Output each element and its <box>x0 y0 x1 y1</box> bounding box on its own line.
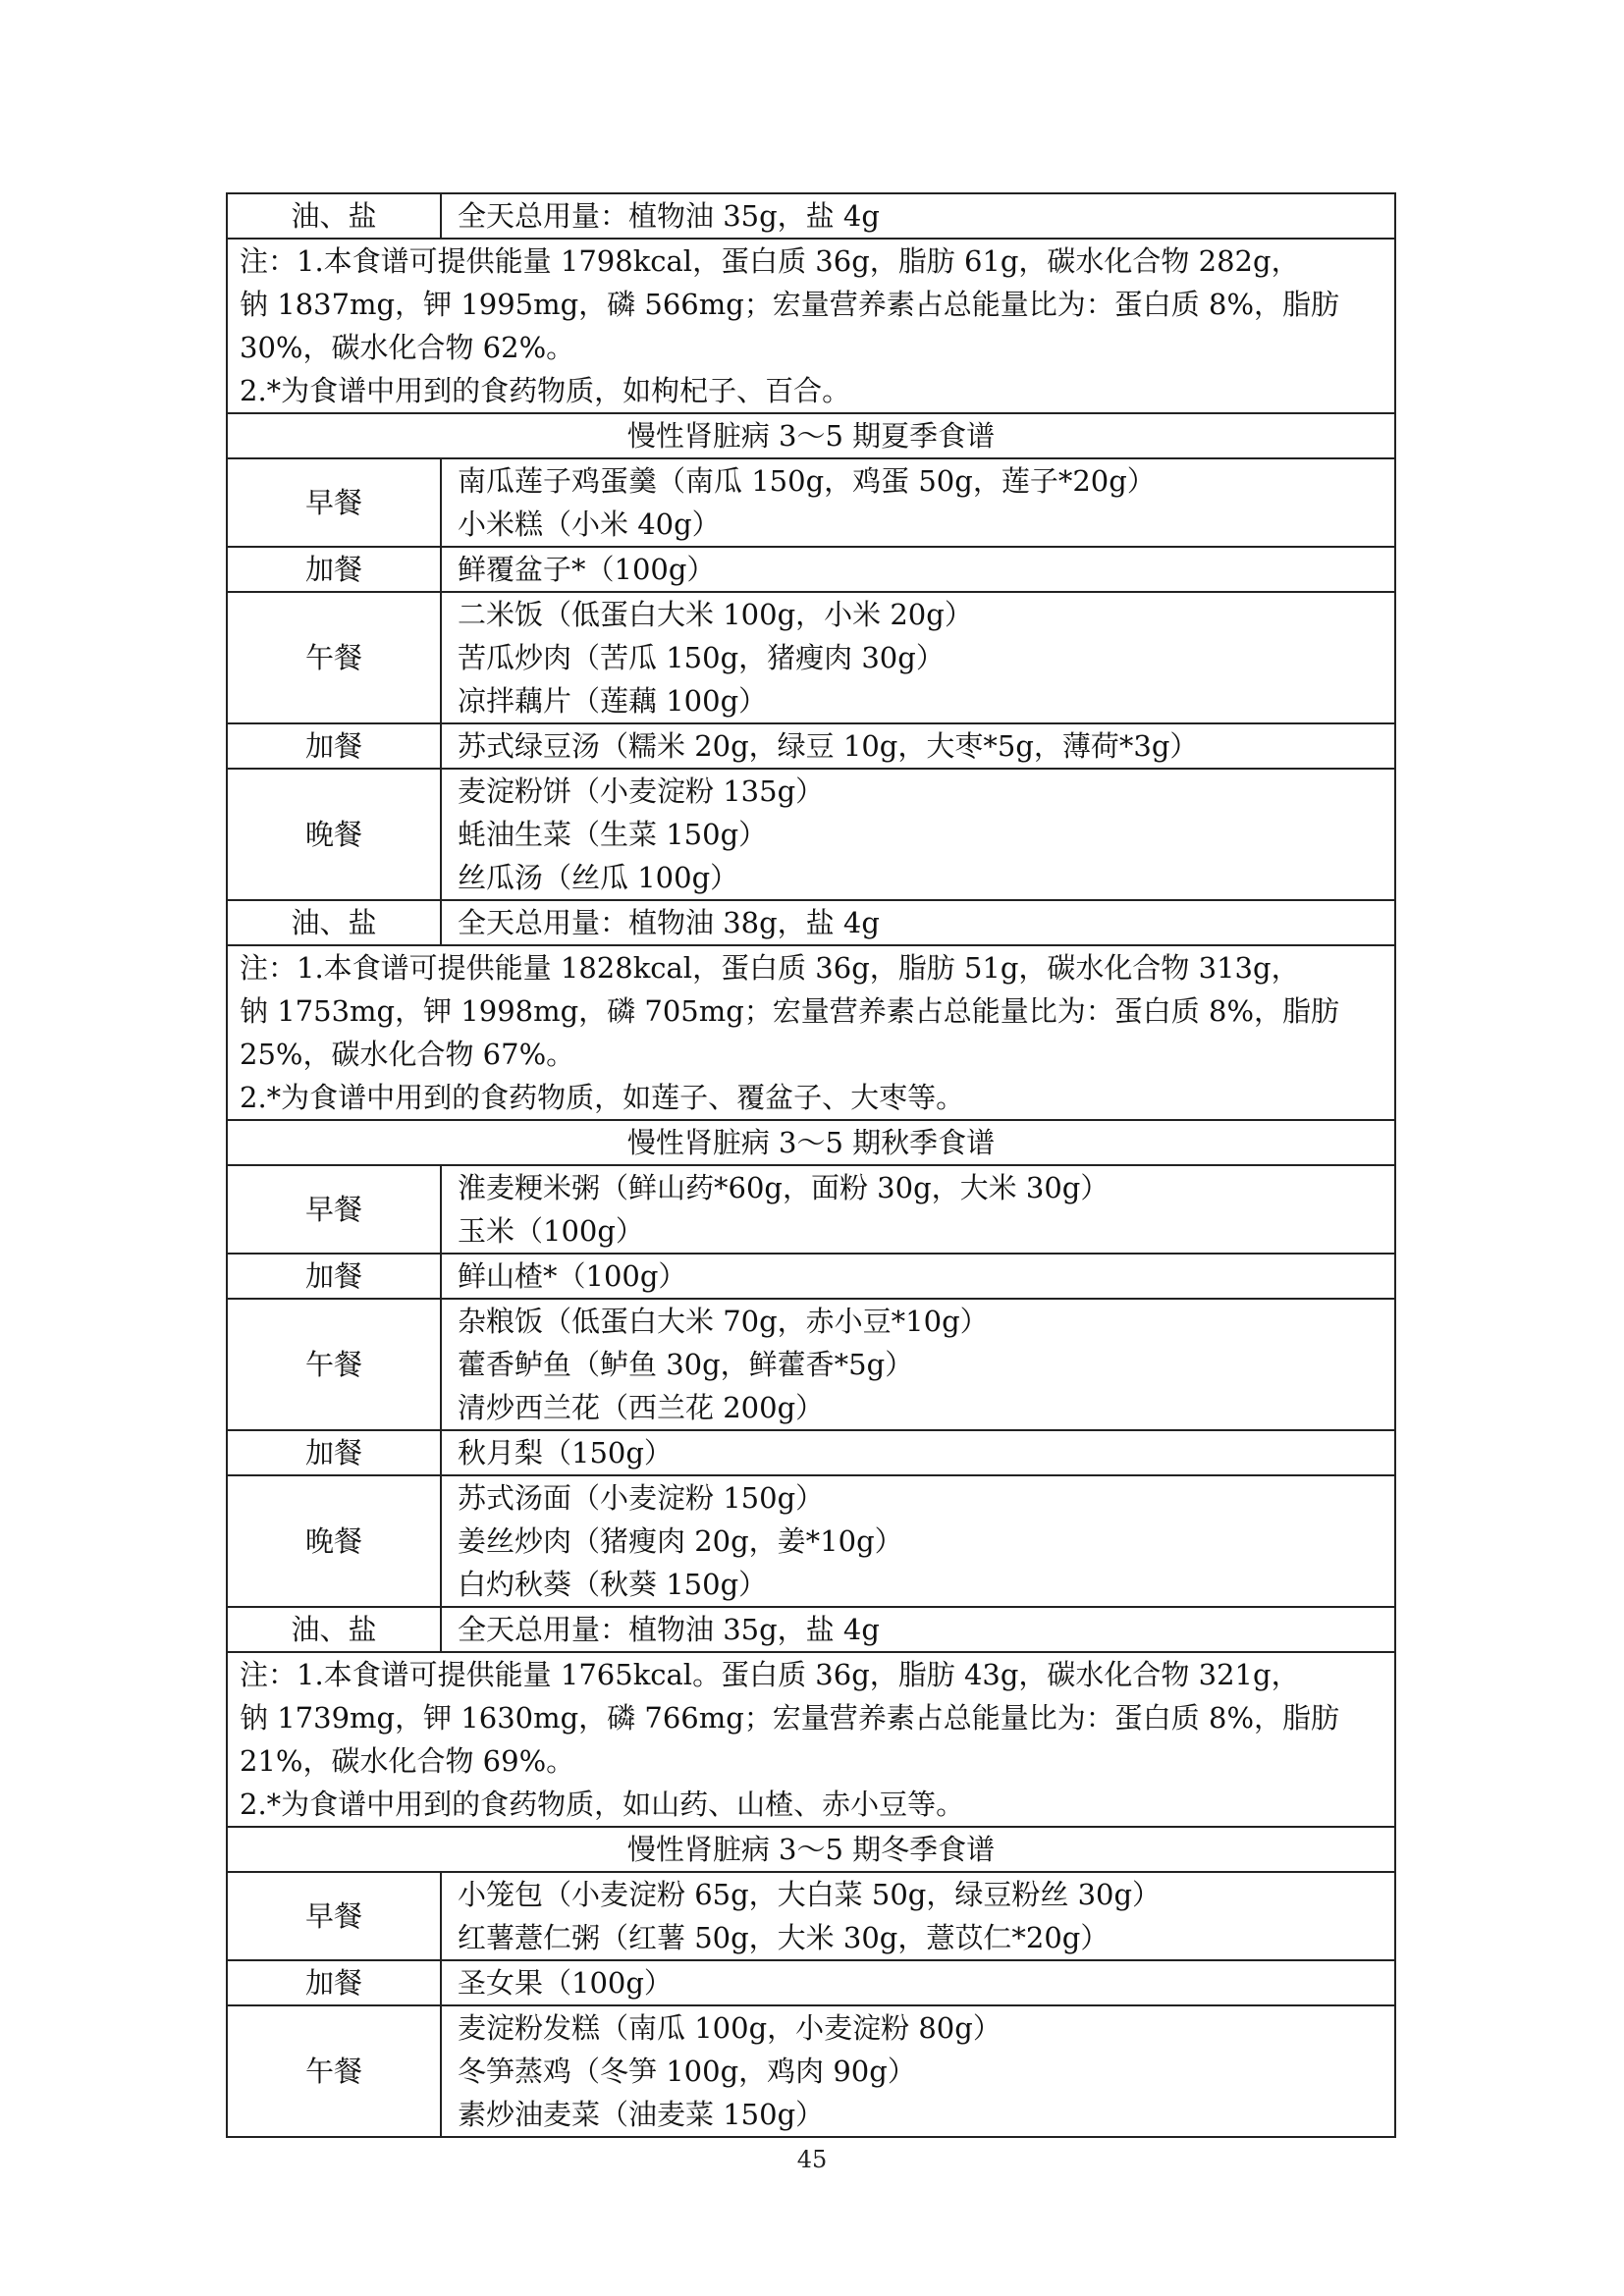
section-title: 慢性肾脏病 3～5 期夏季食谱 <box>227 413 1395 458</box>
meal-label: 加餐 <box>227 723 441 769</box>
meal-item: 南瓜莲子鸡蛋羹（南瓜 150g，鸡蛋 50g，莲子*20g） <box>458 464 1156 498</box>
note-line: 钠 1837mg，钾 1995mg，磷 566mg；宏量营养素占总能量比为：蛋白质 8%，脂肪 <box>240 288 1340 321</box>
meal-item: 全天总用量：植物油 38g，盐 4g <box>458 906 880 939</box>
note-line: 30%，碳水化合物 62%。 <box>240 331 575 364</box>
meal-item: 淮麦粳米粥（鲜山药*60g，面粉 30g，大米 30g） <box>458 1171 1110 1204</box>
meal-label: 晚餐 <box>227 769 441 900</box>
note-line: 钠 1753mg，钾 1998mg，磷 705mg；宏量营养素占总能量比为：蛋白质 8%，脂肪 <box>240 994 1340 1028</box>
meal-row <box>227 1165 1395 1254</box>
meal-row <box>227 900 1395 945</box>
meal-item: 红薯薏仁粥（红薯 50g，大米 30g，薏苡仁*20g） <box>458 1921 1110 1954</box>
meal-item: 苏式绿豆汤（糯米 20g，绿豆 10g，大枣*5g，薄荷*3g） <box>458 729 1199 763</box>
note-cell <box>227 1652 1395 1827</box>
meal-row <box>227 1254 1395 1299</box>
recipe-table <box>226 192 1396 2138</box>
meal-items <box>441 592 1395 723</box>
note-row <box>227 239 1395 413</box>
note-line: 钠 1739mg，钾 1630mg，磷 766mg；宏量营养素占总能量比为：蛋白质 8%，脂肪 <box>240 1701 1340 1735</box>
meal-row <box>227 1299 1395 1430</box>
meal-row <box>227 769 1395 900</box>
meal-label: 午餐 <box>227 1299 441 1430</box>
meal-item: 鲜山楂*（100g） <box>458 1259 687 1293</box>
meal-item: 二米饭（低蛋白大米 100g，小米 20g） <box>458 598 973 631</box>
meal-item: 苦瓜炒肉（苦瓜 150g，猪瘦肉 30g） <box>458 641 945 674</box>
meal-row <box>227 592 1395 723</box>
note-line: 注：1.本食谱可提供能量 1765kcal。蛋白质 36g，脂肪 43g，碳水化合物 321g， <box>240 1658 1300 1691</box>
meal-row <box>227 1607 1395 1652</box>
meal-items: 全天总用量：植物油 35g，盐 4g <box>441 193 1395 239</box>
meal-items <box>441 900 1395 945</box>
oil-salt-row <box>227 193 1395 239</box>
meal-label: 午餐 <box>227 2005 441 2137</box>
section-title: 慢性肾脏病 3～5 期秋季食谱 <box>227 1120 1395 1165</box>
section-title-row <box>227 1120 1395 1165</box>
meal-items <box>441 723 1395 769</box>
meal-label: 加餐 <box>227 1430 441 1475</box>
meal-items <box>441 2005 1395 2137</box>
meal-row <box>227 1430 1395 1475</box>
meal-items <box>441 1607 1395 1652</box>
meal-item: 全天总用量：植物油 35g，盐 4g <box>458 1613 880 1646</box>
meal-label: 早餐 <box>227 1165 441 1254</box>
meal-item: 麦淀粉发糕（南瓜 100g，小麦淀粉 80g） <box>458 2011 1001 2045</box>
meal-item: 藿香鲈鱼（鲈鱼 30g，鲜藿香*5g） <box>458 1348 914 1381</box>
meal-item: 姜丝炒肉（猪瘦肉 20g，姜*10g） <box>458 1524 903 1558</box>
meal-item: 麦淀粉饼（小麦淀粉 135g） <box>458 774 825 808</box>
note-cell <box>227 945 1395 1120</box>
meal-items <box>441 1254 1395 1299</box>
meal-items <box>441 1475 1395 1607</box>
section-title-row <box>227 413 1395 458</box>
meal-label: 午餐 <box>227 592 441 723</box>
meal-row <box>227 1960 1395 2005</box>
page-number: 45 <box>796 2146 828 2173</box>
note-line: 2.*为食谱中用到的食药物质，如枸杞子、百合。 <box>240 374 851 407</box>
note-line: 25%，碳水化合物 67%。 <box>240 1038 575 1071</box>
section-title-row <box>227 1827 1395 1872</box>
meal-label: 早餐 <box>227 1872 441 1960</box>
note-row <box>227 945 1395 1120</box>
meal-label: 油、盐 <box>227 900 441 945</box>
note-line: 注：1.本食谱可提供能量 1798kcal，蛋白质 36g，脂肪 61g，碳水化合物 282g， <box>240 244 1300 278</box>
meal-label: 加餐 <box>227 547 441 592</box>
meal-row <box>227 1872 1395 1960</box>
meal-item: 白灼秋葵（秋葵 150g） <box>458 1568 768 1601</box>
meal-item: 蚝油生菜（生菜 150g） <box>458 818 768 851</box>
meal-items <box>441 1960 1395 2005</box>
meal-label: 晚餐 <box>227 1475 441 1607</box>
meal-items <box>441 769 1395 900</box>
meal-label: 早餐 <box>227 458 441 547</box>
meal-items <box>441 1430 1395 1475</box>
meal-item: 冬笋蒸鸡（冬笋 100g，鸡肉 90g） <box>458 2055 916 2088</box>
note-cell <box>227 239 1395 413</box>
meal-row <box>227 547 1395 592</box>
meal-items <box>441 458 1395 547</box>
meal-item: 圣女果（100g） <box>458 1966 673 2000</box>
meal-item: 清炒西兰花（西兰花 200g） <box>458 1391 825 1424</box>
meal-row <box>227 1475 1395 1607</box>
meal-label: 油、盐 <box>227 193 441 239</box>
meal-items <box>441 1299 1395 1430</box>
meal-item: 素炒油麦菜（油麦菜 150g） <box>458 2098 825 2131</box>
meal-item: 玉米（100g） <box>458 1214 644 1248</box>
meal-row <box>227 723 1395 769</box>
meal-label: 加餐 <box>227 1254 441 1299</box>
note-line: 2.*为食谱中用到的食药物质，如莲子、覆盆子、大枣等。 <box>240 1081 965 1114</box>
meal-items <box>441 1872 1395 1960</box>
meal-item: 凉拌藕片（莲藕 100g） <box>458 684 768 718</box>
meal-row <box>227 458 1395 547</box>
meal-item: 鲜覆盆子*（100g） <box>458 553 716 586</box>
note-line: 注：1.本食谱可提供能量 1828kcal，蛋白质 36g，脂肪 51g，碳水化合物 313g， <box>240 951 1300 985</box>
meal-label: 加餐 <box>227 1960 441 2005</box>
meal-item: 秋月梨（150g） <box>458 1436 673 1469</box>
meal-row <box>227 2005 1395 2137</box>
meal-label: 油、盐 <box>227 1607 441 1652</box>
meal-item: 苏式汤面（小麦淀粉 150g） <box>458 1481 825 1515</box>
section-title: 慢性肾脏病 3～5 期冬季食谱 <box>227 1827 1395 1872</box>
note-row <box>227 1652 1395 1827</box>
meal-items <box>441 547 1395 592</box>
note-line: 21%，碳水化合物 69%。 <box>240 1744 575 1778</box>
note-line: 2.*为食谱中用到的食药物质，如山药、山楂、赤小豆等。 <box>240 1788 965 1821</box>
meal-item: 丝瓜汤（丝瓜 100g） <box>458 861 739 894</box>
recipe-table-body <box>227 193 1395 2137</box>
meal-item: 小米糕（小米 40g） <box>458 507 721 541</box>
meal-items <box>441 1165 1395 1254</box>
meal-item: 小笼包（小麦淀粉 65g，大白菜 50g，绿豆粉丝 30g） <box>458 1878 1162 1911</box>
meal-item: 杂粮饭（低蛋白大米 70g，赤小豆*10g） <box>458 1305 989 1338</box>
